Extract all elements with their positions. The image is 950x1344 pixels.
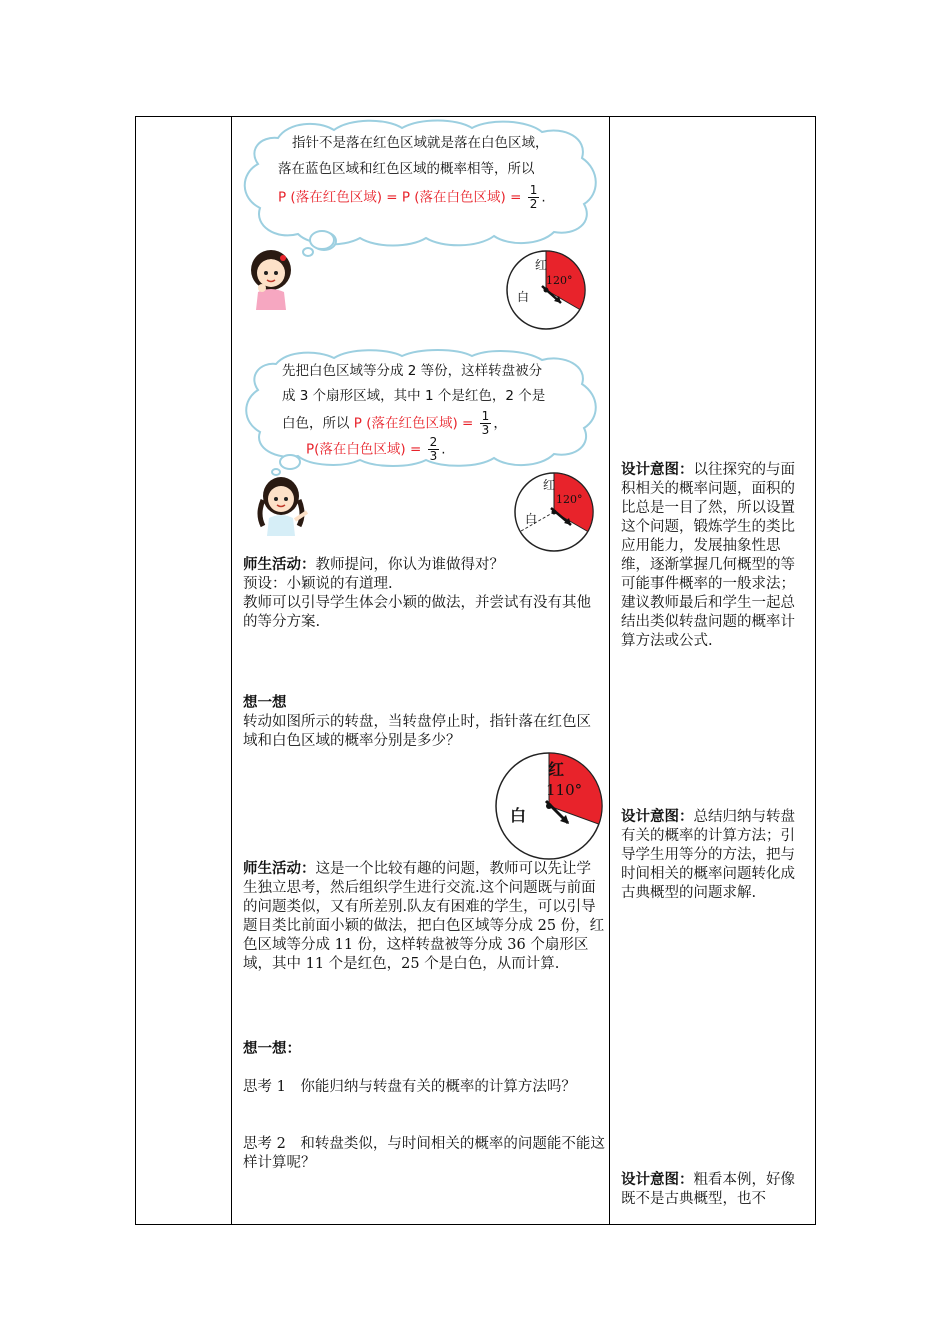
activity2-label: 师生活动： [243, 861, 316, 877]
spinner3-red-label: 红 [548, 760, 565, 779]
cloud2-line2: 成 3 个扇形区域，其中 1 个是红色，2 个是 [282, 388, 546, 404]
activity1-text1: 教师提问，你认为谁做得对？ [315, 557, 504, 573]
think2-q2: 思考 2 和转盘类似，与时间相关的概率的问题能不能这样计算呢？ [243, 1136, 605, 1171]
table-col-divider-2 [609, 116, 610, 1225]
spinner-3 [494, 751, 604, 861]
table-col-divider-1 [231, 116, 232, 1225]
cloud2-line1: 先把白色区域等分成 2 等份，这样转盘被分 [282, 363, 543, 379]
girl-illustration-1 [246, 248, 296, 312]
cloud1-frac-den: 2 [529, 197, 538, 211]
cloud1-line1: 指针不是落在红色区域就是落在白色区域， [292, 135, 549, 151]
activity1-line2: 预设：小颖说的有道理. [243, 576, 393, 592]
think1-block [243, 694, 605, 751]
cloud2-fraction-2 [428, 436, 440, 463]
design3-label: 设计意图： [621, 1172, 694, 1188]
activity1-label: 师生活动： [243, 557, 316, 573]
cloud1-line2: 落在蓝色区域和红色区域的概率相等，所以 [278, 161, 535, 177]
cloud1-formula-text: P (落在红色区域) = P (落在白色区域) = [278, 189, 522, 206]
spinner2-white-label: 白 [525, 512, 538, 526]
girl-illustration-2 [255, 474, 311, 538]
cloud1-formula-end: . [541, 189, 546, 206]
think2-title: 想一想： [243, 1041, 301, 1057]
cloud2-line4-end: . [441, 441, 446, 458]
design2-block [621, 808, 809, 903]
cloud2-frac2-num: 2 [429, 435, 438, 449]
spinner3-white-label: 白 [510, 806, 527, 825]
cloud2-line3-prefix: 白色，所以 [282, 415, 350, 432]
design2-label: 设计意图： [621, 809, 694, 825]
thought-bubble-small-1 [300, 228, 340, 258]
spinner-1 [505, 249, 587, 331]
cloud2-line4-formula: P(落在白色区域) = [306, 441, 422, 458]
table-right-border [815, 116, 816, 1225]
activity2-block [243, 860, 605, 974]
think1-text: 转动如图所示的转盘，当转盘停止时，指针落在红色区域和白色区域的概率分别是多少？ [243, 714, 591, 749]
spinner1-red-label: 红 [535, 258, 548, 272]
think2-q1: 思考 1 你能归纳与转盘有关的概率的计算方法吗？ [243, 1079, 576, 1095]
design1-label: 设计意图： [621, 462, 694, 478]
activity1-block [243, 556, 605, 632]
spinner3-angle-label: 110° [546, 781, 583, 799]
cloud2-fraction-1 [480, 410, 492, 437]
design3-text: 粗看本例，好像既不是古典概型，也不 [621, 1172, 795, 1207]
table-left-border [135, 116, 136, 1225]
spinner1-angle-label: 120° [546, 274, 573, 287]
design2-text: 总结归纳与转盘有关的概率的计算方法；引导学生用等分的方法，把与时间相关的概率问题转化成古典概型的问题求解. [621, 809, 795, 901]
activity1-line1 [243, 556, 605, 575]
cloud1-formula [278, 184, 546, 211]
design3-block [621, 1171, 809, 1209]
cloud1-fraction [528, 184, 540, 211]
cloud2-frac1-num: 1 [481, 409, 490, 423]
activity1-line3: 教师可以引导学生体会小颖的做法，并尝试有没有其他的等分方案. [243, 595, 591, 630]
spinner2-red-label: 红 [543, 478, 556, 492]
think1-title: 想一想 [243, 695, 287, 711]
spinner1-white-label: 白 [517, 290, 530, 304]
cloud1-frac-num: 1 [529, 183, 538, 197]
design1-text: 以往探究的与面积相关的概率问题，面积的比总是一目了然，所以设置这个问题，锻炼学生的类比应用能力，发展抽象性思维，逐渐掌握几何概型的等可能事件概率的一般求法；建议教师最后和学生一起总结出类似转盘问题的概率计算方法或公式. [621, 462, 795, 649]
cloud2-line3-end: ， [493, 415, 507, 432]
cloud2-frac2-den: 3 [429, 449, 438, 463]
spinner2-angle-label: 120° [556, 493, 583, 506]
cloud2-line3-formula: P (落在红色区域) = [353, 415, 474, 432]
table-bottom-border [135, 1224, 816, 1225]
spinner-2 [513, 471, 595, 553]
cloud2-line3 [282, 410, 507, 437]
activity2-text: 这是一个比较有趣的问题，教师可以先让学生独立思考，然后组织学生进行交流.这个问题既与前面的问题类似，又有所差别.队友有困难的学生，可以引导题目类比前面小颖的做法，把白色区域等分成 25 份，红色区域等分成 11 份，这样转盘被等分成 36 个扇形区域，其中 11 个是红色，25 个是白色，从而计算. [243, 861, 605, 972]
cloud2-frac1-den: 3 [481, 423, 490, 437]
design1-block [621, 461, 809, 651]
cloud2-line4 [306, 436, 446, 463]
table-top-border [135, 116, 816, 117]
